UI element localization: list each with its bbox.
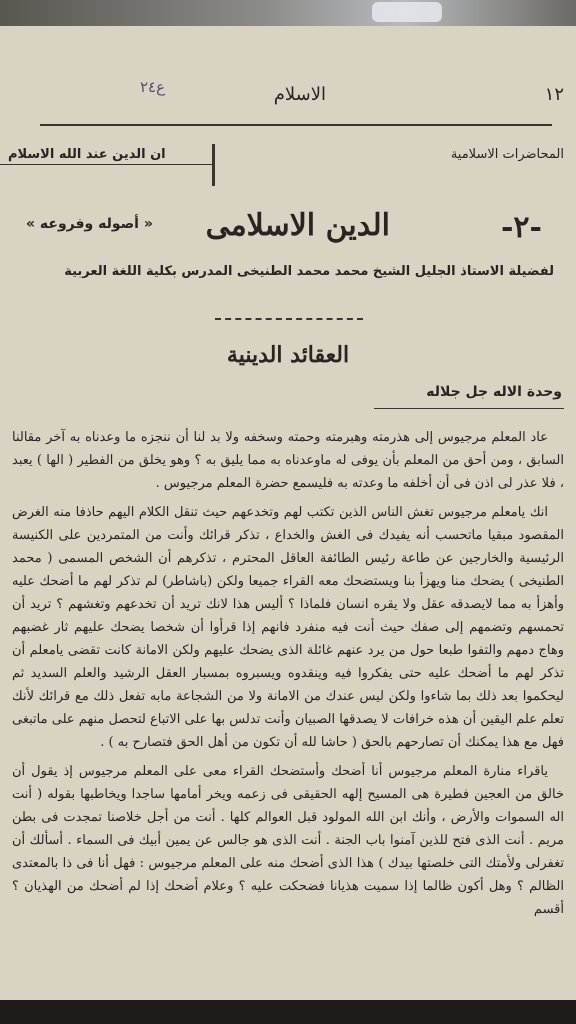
running-title-left: ان الدين عند الله الاسلام — [8, 147, 166, 162]
page-number: ١٢ — [544, 84, 564, 105]
photo-background-bottom — [0, 1000, 576, 1024]
column-divider — [212, 144, 215, 186]
dashed-divider — [215, 318, 363, 322]
issue-number: ع٢٤ — [140, 78, 166, 96]
section-title: العقائد الدينية — [226, 342, 350, 368]
article-number: -٢- — [500, 210, 542, 245]
running-title-right: المحاضرات الاسلامية — [450, 147, 564, 162]
running-rule — [0, 164, 212, 165]
article-title: الدين الاسلامى — [205, 208, 390, 243]
book-page — [0, 26, 576, 1000]
header-rule — [40, 124, 552, 126]
paragraph: عاد المعلم مرجيوس إلى هذرمته وهبرمته وحمته وسخفه ولا بد لنا أن ننجزه ما وعدناه به آخر مقالنا السابق ، ومن أحق من المعلم بأن يوفى له ماوعدناه به مما يليق به ؟ وهو يخلق من الفطير ( الها ) يعبد ، فلا عذر لى اذن فى أن أخلفه ما وعدته به فليسمع حضرة المعلم مرجيوس . — [12, 430, 564, 491]
subsection-title: وحدة الاله جل جلاله — [426, 384, 562, 400]
subsection-underline — [374, 408, 564, 409]
light-glare — [372, 2, 442, 22]
article-subtitle: « أصوله وفروعه » — [26, 216, 153, 232]
journal-name: الاسلام — [273, 84, 326, 105]
paragraph: انك يامعلم مرجيوس تغش الناس الذين تكتب لهم وتخدعهم حيث تنقل الكلام اليهم حاذفا منه الغرض المقصود مبقيا ماتحسب أنه يفيدك فى الغش والخداع ، تذكر قرائك وأنت من المتمردين على الكنيسة الرئيسية والخارجين عن طاعة رئيس الطائفة العاقل المحترم ، تذكرهم أن الشخص المسمى ( محمد الطنيخى ) يضحك منا ويهزأ بنا ويستضحك معه القراء جميعا ولكن (باشاطر) لم تذكر لهم ما أضحك عليه وأهزأ به مما لايصدقه عقل ولا يقره انسان فلماذا ؟ أليس هذا لانك تريد أن تخدعهم وتغشهم ؟ تريد أن تحمسهم وتضمهم إلى صفك حيث أنت فيه منفرد فانهم إذا قرأوا أن شخصا يضحك عليهم ثار غضبهم وهاج دمهم والتفوا طبعا حول من يرد عنهم غائلة الذى يضحك عليهم ولكن الامانة كانت تقضى يامعلم أن تذكر لهم ما أضحك عليه حتى يفكروا فيه وينقدوه ويسبروه بمسبار العقل الرشيد والعلم السديد ثم ليحكموا بعد ذلك بما شاءوا ولكن ليس عندك من الامانة ولا من الشجاعة مابه تفعل ذلك مع قرائك لأنك تعلم علم اليقين أن هذه خرافات لا يصدقها الصبيان وأنت تدلس بها على الاتباع لتحصل منهم على ماتبغى فهل مع هذا يمكنك أن تصارحهم بالحق ( حاشا لله أن تكون من أهل الحق فتصارح به ) . — [12, 505, 564, 750]
paragraph: ياقراء منارة المعلم مرجيوس أنا أضحك وأستضحك القراء معى على المعلم مرجيوس إذ يقول أن خالق من العجين فطيرة هى المسيح إلهه الحقيقى فى زعمه ويخر أمامها ساجدا ويخاطبها بقوله ( أنت اله السموات والأرض ، وأنك ابن الله المولود قبل العوالم كلها . أنت من أجل خلاصنا تمجدت فى بطن مريم . أنت الذى فتح للذين آمنوا باب الجنة . أنت الذى هو جالس عن يمين أبيك فى السماء . أسألك أن تغفرلى ولأمتك التى خلصتها بيدك ) هذا الذى أضحك منه على المعلم مرجيوس : فهل أنا فى ذا بالمعتدى الظالم ؟ وهل أكون ظالما إذا سميت هذيانا فضحكت عليه ؟ وعلام أضحك إذا لم أضحك من الهذيان ؟ أقسم — [12, 764, 564, 917]
body-text — [12, 426, 564, 927]
photo-background-top — [0, 0, 576, 28]
author-line: لفضيلة الاستاذ الجليل الشيخ محمد محمد الطنيخى المدرس بكلية اللغة العربية — [64, 264, 554, 279]
